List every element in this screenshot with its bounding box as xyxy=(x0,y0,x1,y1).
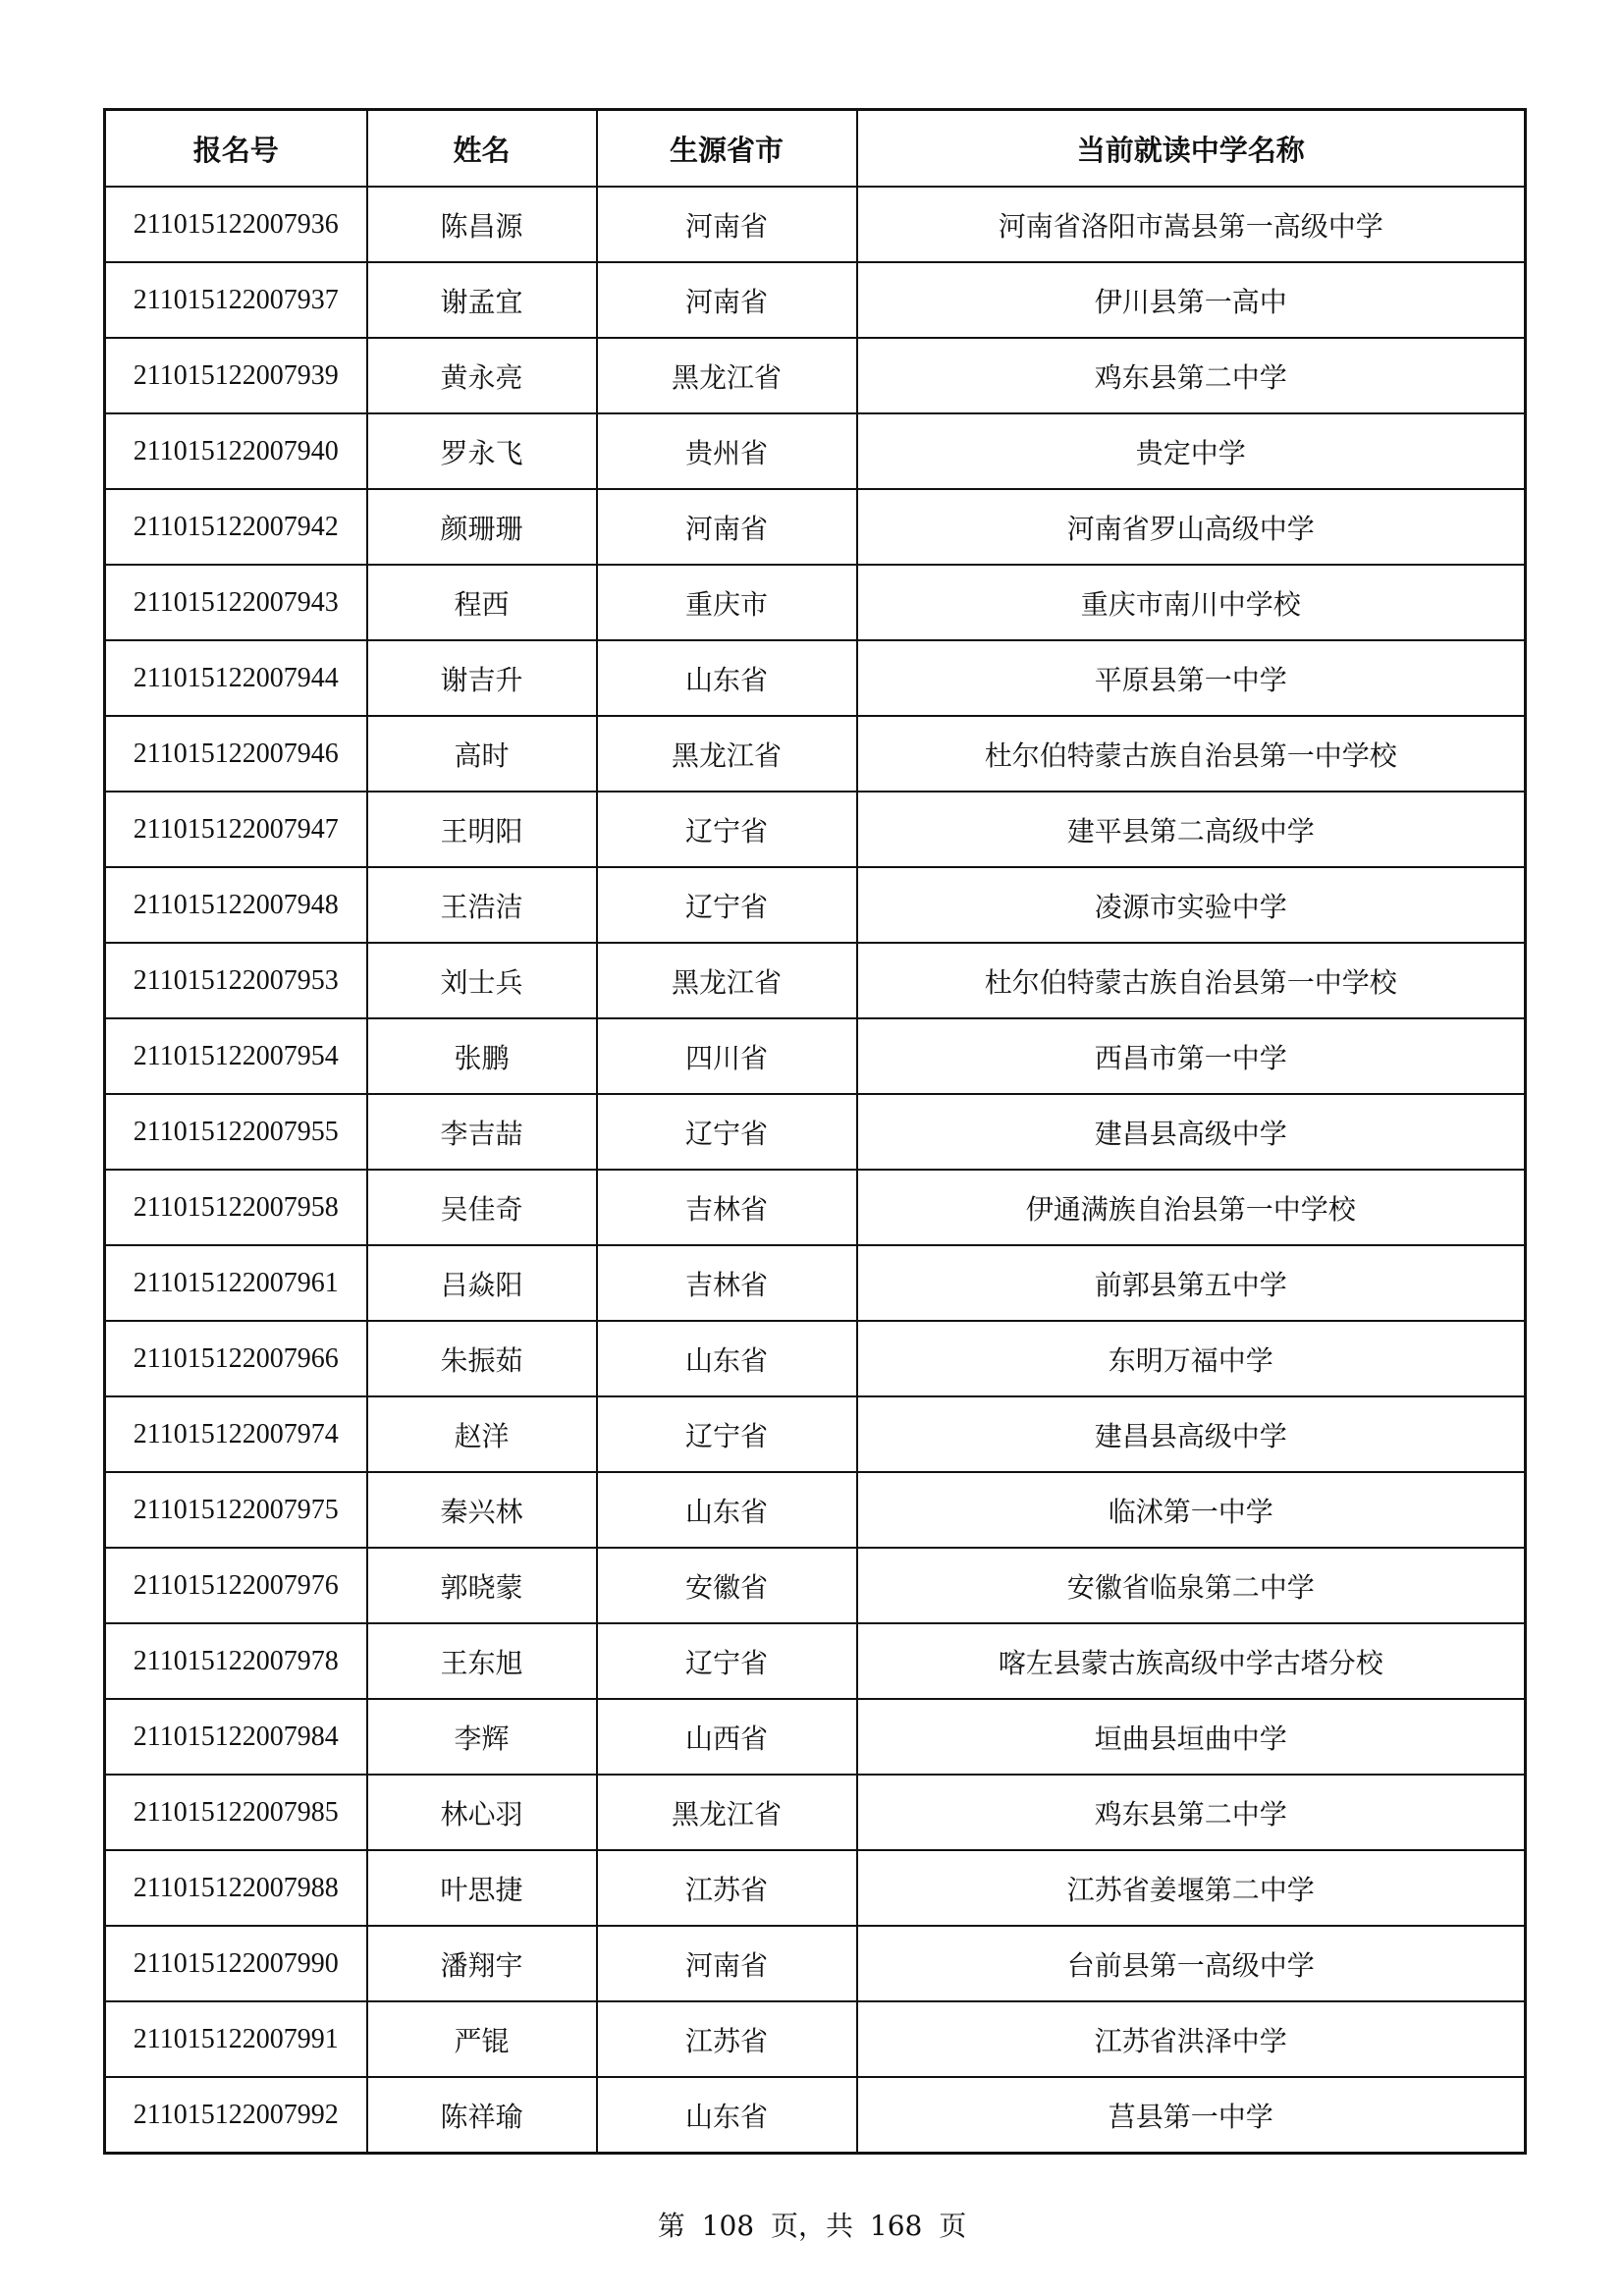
table-row xyxy=(105,262,1526,338)
table-header-row xyxy=(105,110,1526,188)
school-cell: 建昌县高级中学 xyxy=(857,1396,1526,1472)
name-cell: 秦兴林 xyxy=(367,1472,597,1548)
school-cell: 建平县第二高级中学 xyxy=(857,792,1526,867)
school-cell: 杜尔伯特蒙古族自治县第一中学校 xyxy=(857,716,1526,792)
name-cell: 严锟 xyxy=(367,2001,597,2077)
school-cell: 安徽省临泉第二中学 xyxy=(857,1548,1526,1623)
school-cell: 台前县第一高级中学 xyxy=(857,1926,1526,2001)
table-row xyxy=(105,1170,1526,1245)
name-cell: 林心羽 xyxy=(367,1775,597,1850)
name-cell: 陈昌源 xyxy=(367,187,597,262)
table-row xyxy=(105,943,1526,1018)
province-cell: 黑龙江省 xyxy=(597,943,857,1018)
table-row xyxy=(105,716,1526,792)
school-cell: 前郭县第五中学 xyxy=(857,1245,1526,1321)
school-cell: 喀左县蒙古族高级中学古塔分校 xyxy=(857,1623,1526,1699)
name-cell: 郭晓蒙 xyxy=(367,1548,597,1623)
name-cell: 谢孟宜 xyxy=(367,262,597,338)
table-row xyxy=(105,1321,1526,1396)
table-row xyxy=(105,1850,1526,1926)
province-cell: 贵州省 xyxy=(597,413,857,489)
table-row xyxy=(105,1472,1526,1548)
name-cell: 叶思捷 xyxy=(367,1850,597,1926)
province-cell: 山东省 xyxy=(597,2077,857,2154)
school-cell: 鸡东县第二中学 xyxy=(857,1775,1526,1850)
school-cell: 伊通满族自治县第一中学校 xyxy=(857,1170,1526,1245)
table-row xyxy=(105,565,1526,640)
header-school: 当前就读中学名称 xyxy=(857,110,1526,188)
province-cell: 黑龙江省 xyxy=(597,716,857,792)
name-cell: 吕焱阳 xyxy=(367,1245,597,1321)
table-row xyxy=(105,640,1526,716)
school-cell: 西昌市第一中学 xyxy=(857,1018,1526,1094)
registration-number-cell: 211015122007975 xyxy=(105,1472,367,1548)
school-cell: 垣曲县垣曲中学 xyxy=(857,1699,1526,1775)
province-cell: 辽宁省 xyxy=(597,867,857,943)
registration-number-cell: 211015122007974 xyxy=(105,1396,367,1472)
table-row xyxy=(105,1926,1526,2001)
name-cell: 谢吉升 xyxy=(367,640,597,716)
name-cell: 张鹏 xyxy=(367,1018,597,1094)
province-cell: 山东省 xyxy=(597,640,857,716)
school-cell: 临沭第一中学 xyxy=(857,1472,1526,1548)
name-cell: 赵洋 xyxy=(367,1396,597,1472)
province-cell: 山东省 xyxy=(597,1321,857,1396)
province-cell: 安徽省 xyxy=(597,1548,857,1623)
roster-table xyxy=(103,108,1527,2155)
name-cell: 吴佳奇 xyxy=(367,1170,597,1245)
school-cell: 鸡东县第二中学 xyxy=(857,338,1526,413)
table-row xyxy=(105,1094,1526,1170)
name-cell: 罗永飞 xyxy=(367,413,597,489)
registration-number-cell: 211015122007943 xyxy=(105,565,367,640)
table-row xyxy=(105,1623,1526,1699)
header-province: 生源省市 xyxy=(597,110,857,188)
table-row xyxy=(105,338,1526,413)
registration-number-cell: 211015122007991 xyxy=(105,2001,367,2077)
registration-number-cell: 211015122007947 xyxy=(105,792,367,867)
school-cell: 江苏省姜堰第二中学 xyxy=(857,1850,1526,1926)
registration-number-cell: 211015122007946 xyxy=(105,716,367,792)
name-cell: 王明阳 xyxy=(367,792,597,867)
province-cell: 辽宁省 xyxy=(597,1094,857,1170)
province-cell: 河南省 xyxy=(597,1926,857,2001)
registration-number-cell: 211015122007940 xyxy=(105,413,367,489)
table-row xyxy=(105,1396,1526,1472)
header-registration-number: 报名号 xyxy=(105,110,367,188)
registration-number-cell: 211015122007966 xyxy=(105,1321,367,1396)
registration-number-cell: 211015122007988 xyxy=(105,1850,367,1926)
page-footer: 第 108 页，共 168 页 xyxy=(657,2210,967,2242)
table-row xyxy=(105,1018,1526,1094)
registration-number-cell: 211015122007944 xyxy=(105,640,367,716)
province-cell: 河南省 xyxy=(597,262,857,338)
province-cell: 黑龙江省 xyxy=(597,338,857,413)
school-cell: 凌源市实验中学 xyxy=(857,867,1526,943)
school-cell: 杜尔伯特蒙古族自治县第一中学校 xyxy=(857,943,1526,1018)
province-cell: 江苏省 xyxy=(597,1850,857,1926)
registration-number-cell: 211015122007937 xyxy=(105,262,367,338)
registration-number-cell: 211015122007955 xyxy=(105,1094,367,1170)
registration-number-cell: 211015122007948 xyxy=(105,867,367,943)
province-cell: 重庆市 xyxy=(597,565,857,640)
name-cell: 王浩洁 xyxy=(367,867,597,943)
table-row xyxy=(105,187,1526,262)
province-cell: 辽宁省 xyxy=(597,792,857,867)
province-cell: 河南省 xyxy=(597,489,857,565)
table-row xyxy=(105,2001,1526,2077)
registration-number-cell: 211015122007984 xyxy=(105,1699,367,1775)
province-cell: 黑龙江省 xyxy=(597,1775,857,1850)
name-cell: 黄永亮 xyxy=(367,338,597,413)
school-cell: 建昌县高级中学 xyxy=(857,1094,1526,1170)
registration-number-cell: 211015122007985 xyxy=(105,1775,367,1850)
table-row xyxy=(105,1699,1526,1775)
table-row xyxy=(105,1775,1526,1850)
province-cell: 吉林省 xyxy=(597,1245,857,1321)
header-name: 姓名 xyxy=(367,110,597,188)
registration-number-cell: 211015122007961 xyxy=(105,1245,367,1321)
table-row xyxy=(105,489,1526,565)
roster-table-container xyxy=(103,108,1524,2155)
registration-number-cell: 211015122007936 xyxy=(105,187,367,262)
province-cell: 河南省 xyxy=(597,187,857,262)
province-cell: 四川省 xyxy=(597,1018,857,1094)
registration-number-cell: 211015122007954 xyxy=(105,1018,367,1094)
school-cell: 平原县第一中学 xyxy=(857,640,1526,716)
province-cell: 山西省 xyxy=(597,1699,857,1775)
school-cell: 河南省罗山高级中学 xyxy=(857,489,1526,565)
registration-number-cell: 211015122007992 xyxy=(105,2077,367,2154)
school-cell: 贵定中学 xyxy=(857,413,1526,489)
name-cell: 潘翔宇 xyxy=(367,1926,597,2001)
school-cell: 伊川县第一高中 xyxy=(857,262,1526,338)
table-row xyxy=(105,1245,1526,1321)
province-cell: 江苏省 xyxy=(597,2001,857,2077)
registration-number-cell: 211015122007939 xyxy=(105,338,367,413)
province-cell: 辽宁省 xyxy=(597,1623,857,1699)
name-cell: 程西 xyxy=(367,565,597,640)
school-cell: 江苏省洪泽中学 xyxy=(857,2001,1526,2077)
table-row xyxy=(105,792,1526,867)
name-cell: 王东旭 xyxy=(367,1623,597,1699)
school-cell: 莒县第一中学 xyxy=(857,2077,1526,2154)
name-cell: 朱振茹 xyxy=(367,1321,597,1396)
registration-number-cell: 211015122007942 xyxy=(105,489,367,565)
name-cell: 高时 xyxy=(367,716,597,792)
school-cell: 重庆市南川中学校 xyxy=(857,565,1526,640)
province-cell: 山东省 xyxy=(597,1472,857,1548)
school-cell: 河南省洛阳市嵩县第一高级中学 xyxy=(857,187,1526,262)
name-cell: 陈祥瑜 xyxy=(367,2077,597,2154)
registration-number-cell: 211015122007958 xyxy=(105,1170,367,1245)
province-cell: 吉林省 xyxy=(597,1170,857,1245)
name-cell: 刘士兵 xyxy=(367,943,597,1018)
school-cell: 东明万福中学 xyxy=(857,1321,1526,1396)
registration-number-cell: 211015122007976 xyxy=(105,1548,367,1623)
table-row xyxy=(105,413,1526,489)
table-row xyxy=(105,867,1526,943)
table-body xyxy=(105,187,1526,2154)
province-cell: 辽宁省 xyxy=(597,1396,857,1472)
name-cell: 李辉 xyxy=(367,1699,597,1775)
registration-number-cell: 211015122007953 xyxy=(105,943,367,1018)
registration-number-cell: 211015122007978 xyxy=(105,1623,367,1699)
table-row xyxy=(105,2077,1526,2154)
name-cell: 颜珊珊 xyxy=(367,489,597,565)
table-row xyxy=(105,1548,1526,1623)
registration-number-cell: 211015122007990 xyxy=(105,1926,367,2001)
name-cell: 李吉喆 xyxy=(367,1094,597,1170)
